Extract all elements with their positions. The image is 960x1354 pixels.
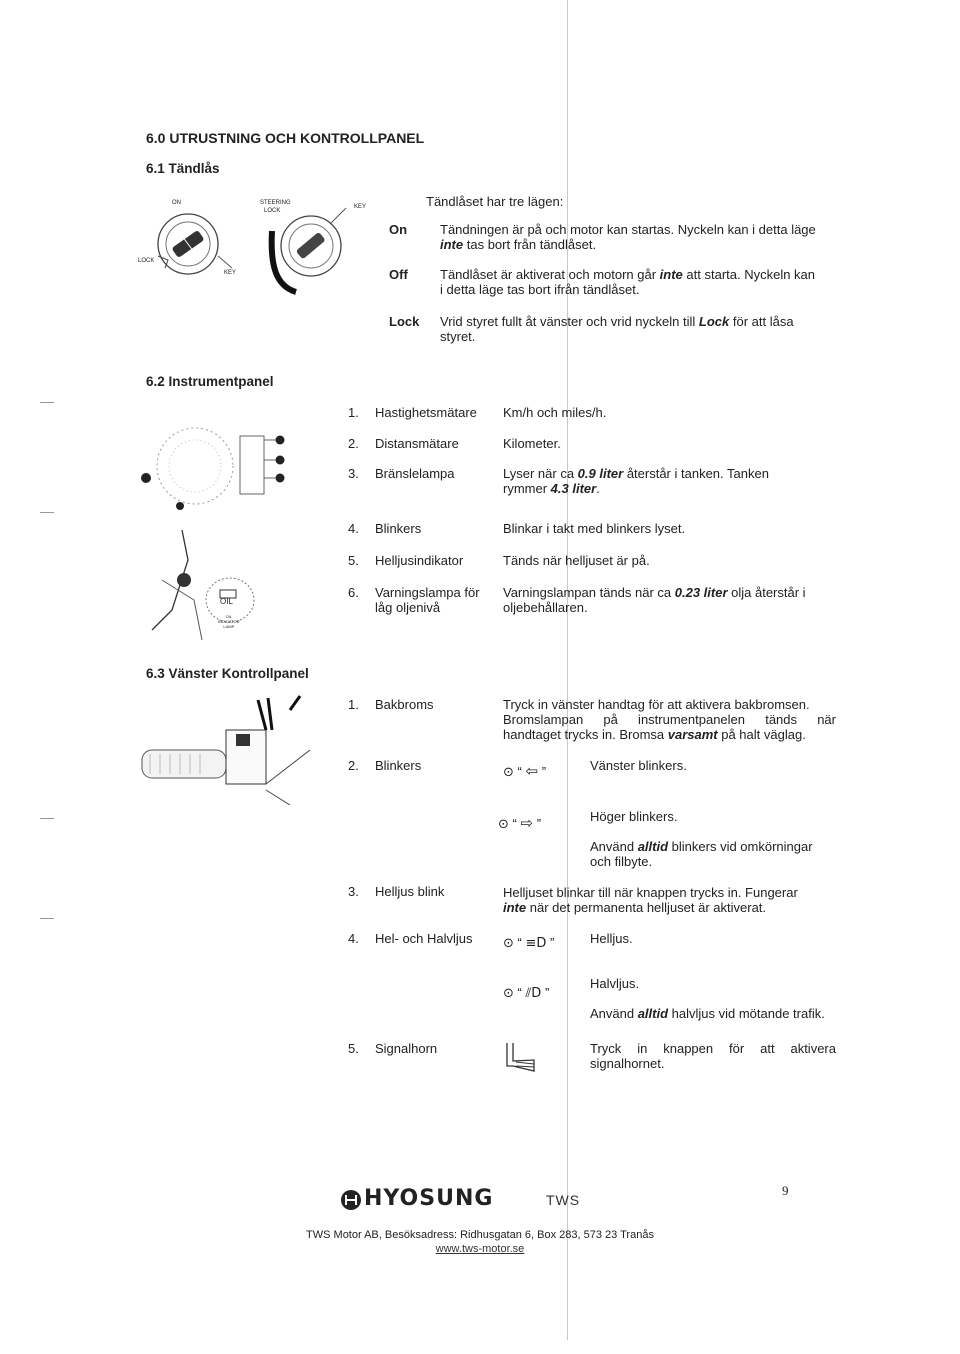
- fig-label-key: KEY: [224, 270, 237, 276]
- scan-fold-line: [567, 0, 568, 1340]
- high-beam-label: Helljus.: [590, 931, 633, 946]
- arrow-right-outline-icon: ⇨: [520, 814, 534, 832]
- panel-item-name-line2: låg oljenivå: [375, 600, 441, 615]
- scan-mark: [40, 818, 54, 819]
- oil-indicator-caption: OIL INDICATOR LAMP: [218, 614, 240, 629]
- blinker-note-line2: och filbyte.: [590, 854, 653, 869]
- footer-address: TWS Motor AB, Besöksadress: Ridhusgatan 6, Box 283, 573 23 Tranås: [306, 1229, 654, 1241]
- control-item-name: Hel- och Halvljus: [375, 931, 473, 946]
- panel-item-name: Bränslelampa: [375, 466, 455, 481]
- fig-label-lock2: LOCK: [264, 208, 281, 214]
- control-item-num: 1.: [348, 697, 359, 712]
- beam-note: Använd alltid halvljus vid mötande trafik.: [590, 1006, 825, 1021]
- panel-item-name: Helljusindikator: [375, 553, 464, 568]
- page-number: 9: [782, 1183, 789, 1198]
- panel-item-num: 2.: [348, 436, 359, 451]
- footer-url-link[interactable]: www.tws-motor.se: [435, 1243, 525, 1255]
- ignition-on-desc-line2: inte tas bort från tändlåset.: [440, 237, 597, 252]
- switch-dot-icon: ⊙: [503, 986, 514, 1001]
- section-heading: 6.0 UTRUSTNING OCH KONTROLLPANEL: [146, 130, 425, 146]
- footer-url-wrap: [0, 1243, 960, 1255]
- left-signal-symbol: ⊙ “ ⇦ ”: [503, 762, 547, 780]
- ignition-on-label: On: [389, 222, 408, 237]
- subsection-heading-6-3: 6.3 Vänster Kontrollpanel: [146, 666, 309, 681]
- oil-indicator-figure: [142, 520, 267, 640]
- panel-item-name: Hastighetsmätare: [375, 405, 477, 420]
- control-item-num: 3.: [348, 884, 359, 899]
- switch-dot-icon: ⊙: [498, 817, 509, 832]
- switch-dot-icon: ⊙: [503, 765, 514, 780]
- panel-item-name: Blinkers: [375, 521, 422, 536]
- arrow-left-outline-icon: ⇦: [525, 762, 539, 780]
- control-item-name: Bakbroms: [375, 697, 434, 712]
- panel-item-desc: Kilometer.: [503, 436, 561, 451]
- hyosung-logo-icon: [340, 1189, 362, 1211]
- oil-label: OIL: [220, 597, 233, 606]
- panel-item-num: 5.: [348, 553, 359, 568]
- control-item-num: 4.: [348, 931, 359, 946]
- panel-item-name: Distansmätare: [375, 436, 459, 451]
- panel-item-desc-line2: rymmer 4.3 liter.: [503, 481, 600, 496]
- subsection-heading-6-2: 6.2 Instrumentpanel: [146, 374, 274, 389]
- ignition-lock-label: Lock: [389, 314, 420, 329]
- ignition-intro: Tändlåset har tre lägen:: [426, 194, 564, 209]
- instrument-panel-figure: [140, 420, 290, 512]
- high-beam-symbol: ⊙ “ ≡D ”: [503, 935, 555, 951]
- low-beam-label: Halvljus.: [590, 976, 640, 991]
- left-control-panel-figure: [140, 690, 315, 805]
- panel-item-num: 4.: [348, 521, 359, 536]
- panel-item-desc: Tänds när helljuset är på.: [503, 553, 650, 568]
- control-item-desc-line3: handtaget trycks in. Bromsa varsamt på halt väglag.: [503, 727, 806, 742]
- fig-label-lock: LOCK: [138, 258, 155, 264]
- switch-dot-icon: ⊙: [503, 936, 514, 951]
- panel-item-desc: Blinkar i takt med blinkers lyset.: [503, 521, 686, 536]
- low-beam-icon: ⫽D: [525, 986, 542, 1001]
- control-item-name: Signalhorn: [375, 1041, 438, 1056]
- control-item-name: Helljus blink: [375, 884, 445, 899]
- control-item-desc-line2: inte när det permanenta helljuset är aktiverat.: [503, 900, 767, 915]
- subsection-heading-6-1: 6.1 Tändlås: [146, 161, 220, 176]
- ignition-switch-figure: [136, 196, 376, 296]
- control-item-desc-line2: signalhornet.: [590, 1056, 665, 1071]
- tws-logo: TWS: [546, 1192, 581, 1208]
- panel-item-num: 1.: [348, 405, 359, 420]
- ignition-off-desc-line1: Tändlåset är aktiverat och motorn går inte att starta. Nyckeln kan: [440, 267, 816, 282]
- control-item-desc-line1: Tryck in knappen för att aktivera: [590, 1041, 836, 1056]
- control-item-num: 5.: [348, 1041, 359, 1056]
- blinker-note-line1: Använd alltid blinkers vid omkörningar: [590, 839, 813, 854]
- control-item-desc-line1: Tryck in vänster handtag för att aktivera bakbromsen.: [503, 697, 810, 712]
- panel-item-num: 6.: [348, 585, 359, 600]
- high-beam-icon: ≡D: [525, 936, 547, 951]
- panel-item-name-line1: Varningslampa för: [375, 585, 480, 600]
- scan-mark: [40, 512, 54, 513]
- scan-mark: [40, 918, 54, 919]
- low-beam-symbol: ⊙ “ ⫽D ”: [503, 985, 550, 1001]
- ignition-lock-desc-line2: styret.: [440, 329, 476, 344]
- ignition-lock-desc-line1: Vrid styret fullt åt vänster och vrid nyckeln till Lock för att låsa: [440, 314, 794, 329]
- fig-label-key2: KEY: [354, 204, 367, 210]
- panel-item-desc-line1: Varningslampan tänds när ca 0.23 liter olja återstår i: [503, 585, 806, 600]
- ignition-off-label: Off: [389, 267, 408, 282]
- brand-logo: HYOSUNG: [364, 1186, 494, 1211]
- right-signal-symbol: ⊙ “ ⇨ ”: [498, 814, 542, 832]
- panel-item-num: 3.: [348, 466, 359, 481]
- fig-label-on: ON: [172, 200, 181, 206]
- panel-item-desc-line1: Lyser när ca 0.9 liter återstår i tanken. Tanken: [503, 466, 769, 481]
- left-signal-label: Vänster blinkers.: [590, 758, 687, 773]
- panel-item-desc: Km/h och miles/h.: [503, 405, 607, 420]
- panel-item-desc-line2: oljebehållaren.: [503, 600, 588, 615]
- control-item-desc-line1: Helljuset blinkar till när knappen trycks in. Fungerar: [503, 885, 798, 900]
- control-item-num: 2.: [348, 758, 359, 773]
- scan-mark: [40, 402, 54, 403]
- right-signal-label: Höger blinkers.: [590, 809, 678, 824]
- ignition-on-desc-line1: Tändningen är på och motor kan startas. Nyckeln kan i detta läge: [440, 222, 816, 237]
- horn-icon: [504, 1040, 538, 1074]
- control-item-name: Blinkers: [375, 758, 422, 773]
- ignition-off-desc-line2: i detta läge tas bort ifrån tändlåset.: [440, 282, 640, 297]
- control-item-desc-line2: Bromslampan på instrumentpanelen tänds när: [503, 712, 836, 727]
- fig-label-steering: STEERING: [260, 200, 291, 206]
